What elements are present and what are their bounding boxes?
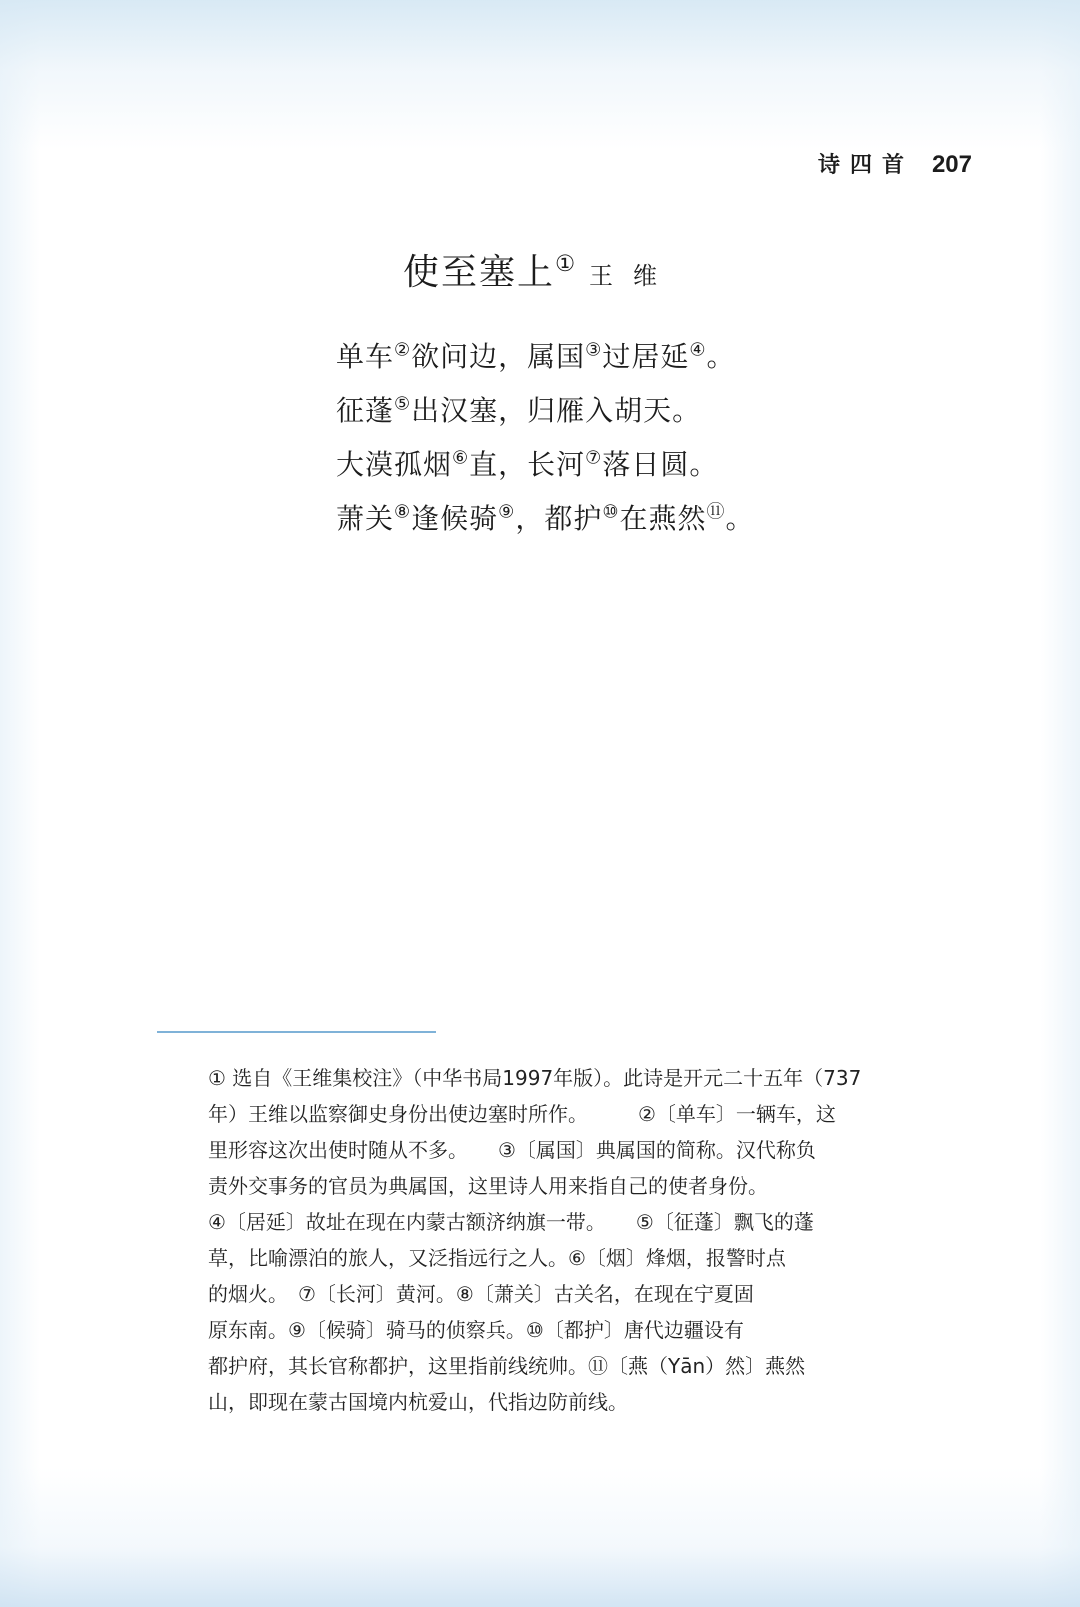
- footnotes: [208, 1060, 995, 1420]
- poem-line-text: ，都护: [515, 502, 603, 535]
- poem-line-text: 。: [706, 340, 736, 373]
- poem-line-text: 欲问边，属国: [411, 340, 586, 373]
- poem-line-text: 在燕然: [619, 502, 707, 535]
- footnote-line: 里形容这次出使时随从不多。 ③〔属国〕典属国的简称。汉代称负: [208, 1138, 816, 1162]
- poem-line: [336, 492, 755, 546]
- page-number: 207: [931, 151, 972, 178]
- footnote-line: 草，比喻漂泊的旅人，又泛指远行之人。⑥〔烟〕烽烟，报警时点: [208, 1246, 786, 1270]
- footnote-ref-marker: ⑩: [602, 501, 620, 523]
- poem-title-text: 使至塞上: [402, 252, 555, 293]
- poem-line: [336, 438, 755, 492]
- poem-line-text: 萧关: [336, 502, 395, 535]
- footnote-ref-marker: ③: [585, 339, 603, 361]
- poem-line-text: 。: [725, 502, 755, 535]
- footnote-line: 的烟火。 ⑦〔长河〕黄河。⑧〔萧关〕古关名，在现在宁夏固: [208, 1282, 754, 1306]
- footnote-line: 原东南。⑨〔候骑〕骑马的侦察兵。⑩〔都护〕唐代边疆设有: [208, 1318, 744, 1342]
- poem-line-text: 过居延: [602, 340, 690, 373]
- footnote-divider: [157, 1031, 436, 1033]
- footnote-line: ① 选自《王维集校注》（中华书局1997年版）。此诗是开元二十五年（737: [208, 1066, 862, 1090]
- footnote-line: 年）王维以监察御史身份出使边塞时所作。 ②〔单车〕一辆车，这: [208, 1102, 836, 1126]
- footnote-ref-marker: ⑨: [498, 501, 516, 523]
- running-header: [818, 148, 972, 179]
- footnote-ref-marker: ⑧: [394, 501, 412, 523]
- poem-line-text: 单车: [336, 340, 395, 373]
- footnote-ref-marker: ②: [394, 339, 412, 361]
- poem-line-text: 大漠孤烟: [336, 448, 453, 481]
- poem-heading: [0, 244, 1080, 295]
- poem-line-text: 出汉塞，归雁入胡天。: [411, 394, 702, 427]
- poem-body: [336, 330, 755, 546]
- footnote-ref-marker: ⑤: [394, 393, 412, 415]
- footnote-ref-marker: ⑪: [706, 501, 726, 523]
- poem-line-text: 征蓬: [336, 394, 395, 427]
- poem-line: [336, 384, 755, 438]
- footnote-ref-marker: ④: [689, 339, 707, 361]
- poem-line: [336, 330, 755, 384]
- poem-line-text: 直，长河: [469, 448, 586, 481]
- footnote-ref-marker: ⑦: [585, 447, 603, 469]
- footnote-line: 都护府，其长官称都护，这里指前线统帅。⑪〔燕（Yān）然〕燕然: [208, 1354, 806, 1378]
- poem-line-text: 逢候骑: [411, 502, 499, 535]
- running-header-title: 诗四首: [817, 152, 914, 178]
- poem-author: 王维: [589, 262, 678, 290]
- poem-title-note-ref: ①: [555, 251, 578, 277]
- footnote-line: 责外交事务的官员为典属国，这里诗人用来指自己的使者身份。: [208, 1174, 768, 1198]
- footnote-line: ④〔居延〕故址在现在内蒙古额济纳旗一带。 ⑤〔征蓬〕飘飞的蓬: [208, 1210, 814, 1234]
- footnote-ref-marker: ⑥: [452, 447, 470, 469]
- poem-title: [403, 244, 577, 295]
- poem-line-text: 落日圆。: [602, 448, 719, 481]
- footnote-line: 山，即现在蒙古国境内杭爱山，代指边防前线。: [208, 1390, 628, 1414]
